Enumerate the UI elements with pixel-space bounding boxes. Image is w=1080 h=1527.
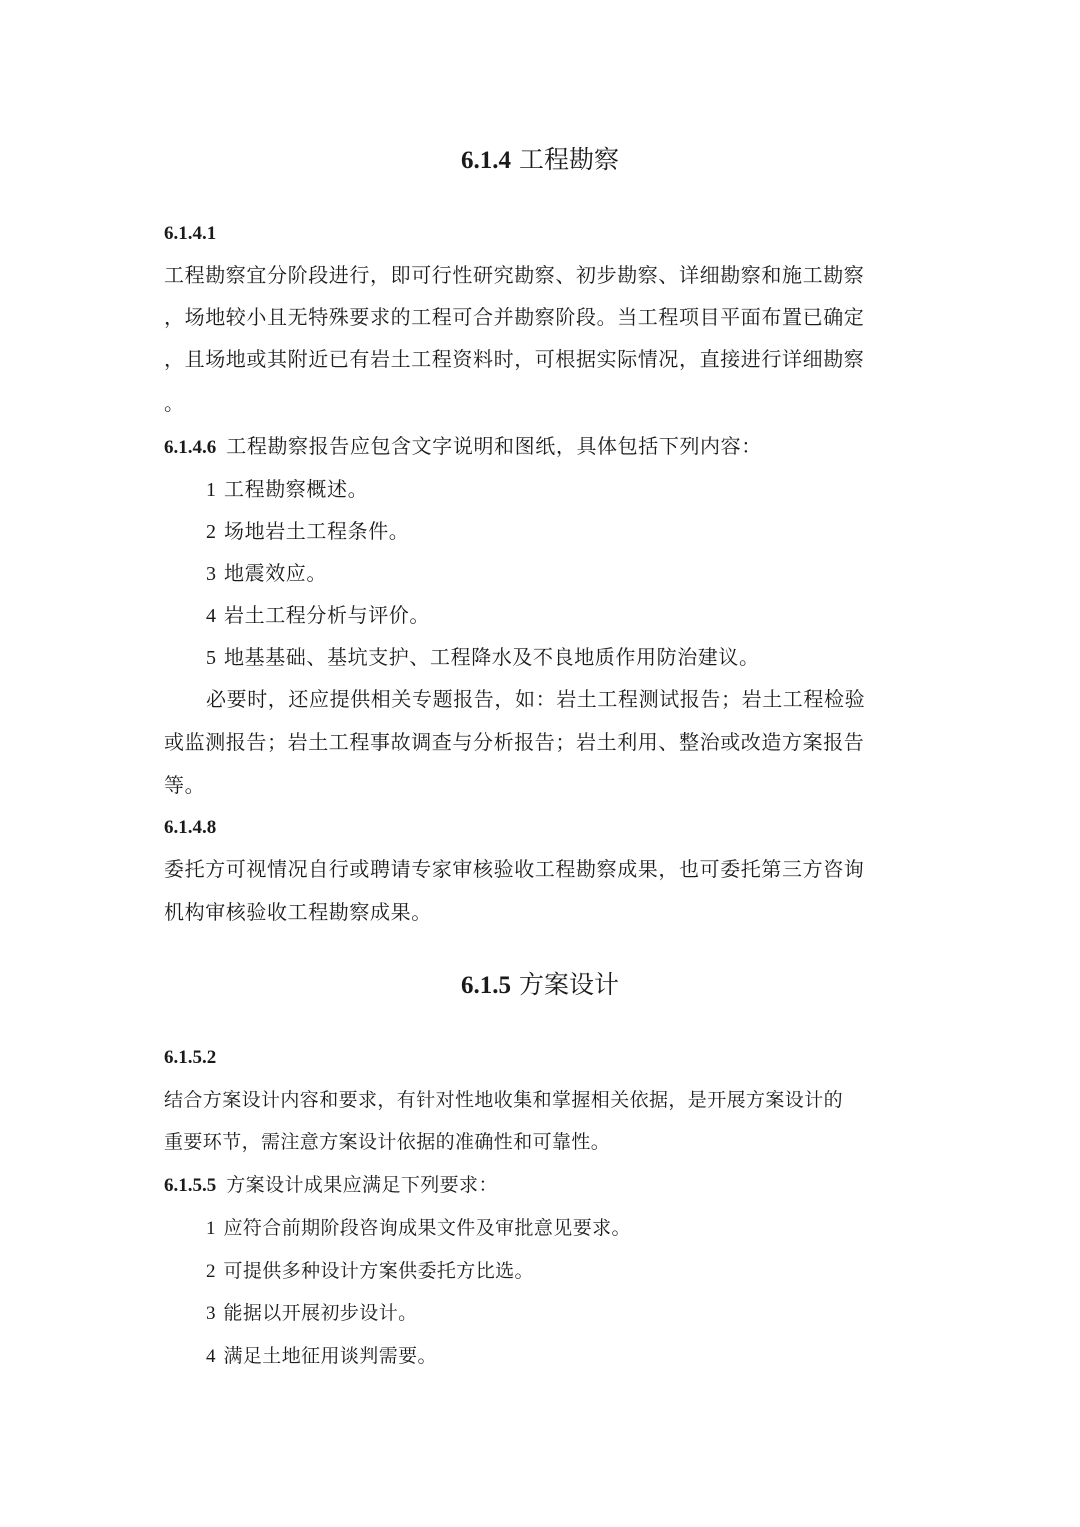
list-item-number: 4	[206, 605, 216, 627]
paragraph-line: 机构审核验收工程勘察成果。	[164, 900, 432, 924]
paragraph-line: ，场地较小且无特殊要求的工程可合并勘察阶段。当工程项目平面布置已确定	[164, 305, 865, 329]
list-item-text: 地震效应。	[224, 561, 327, 585]
list-item-text: 场地岩土工程条件。	[224, 519, 410, 543]
section-heading-614	[0, 145, 1080, 176]
list-item-text: 地基基础、基坑支护、工程降水及不良地质作用防治建议。	[224, 645, 760, 669]
paragraph-line: ，且场地或其附近已有岩土工程资料时，可根据实际情况，直接进行详细勘察	[164, 347, 865, 371]
list-item	[206, 560, 327, 587]
list-item-text: 能据以开展初步设计。	[223, 1302, 418, 1324]
section-number: 6.1.4	[461, 147, 512, 174]
paragraph-line: 工程勘察宜分阶段进行，即可行性研究勘察、初步勘察、详细勘察和施工勘察	[164, 263, 865, 287]
list-item	[206, 518, 409, 545]
list-item-number: 2	[206, 1261, 216, 1282]
clause-6155-intro-line	[164, 1172, 498, 1199]
list-item-text: 满足土地征用谈判需要。	[223, 1345, 437, 1367]
list-item-number: 1	[206, 1218, 216, 1239]
list-item	[206, 1258, 534, 1285]
list-item-number: 3	[206, 1303, 216, 1324]
list-item-number: 2	[206, 521, 216, 543]
paragraph-line: 。	[164, 391, 185, 415]
list-item	[206, 1300, 418, 1327]
clause-number-6146: 6.1.4.6	[164, 437, 217, 458]
paragraph-line: 委托方可视情况自行或聘请专家审核验收工程勘察成果，也可委托第三方咨询	[164, 857, 865, 881]
clause-intro: 工程勘察报告应包含文字说明和图纸，具体包括下列内容：	[226, 434, 762, 458]
list-item-text: 工程勘察概述。	[224, 477, 369, 501]
list-item-number: 3	[206, 563, 216, 585]
list-item	[206, 1215, 631, 1242]
section-title: 方案设计	[518, 970, 619, 999]
clause-number-6152: 6.1.5.2	[164, 1047, 217, 1068]
clause-6146-intro-line	[164, 433, 762, 461]
list-item-text: 可提供多种设计方案供委托方比选。	[223, 1260, 534, 1282]
list-item	[206, 602, 430, 629]
clause-number-6141: 6.1.4.1	[164, 223, 217, 244]
list-item	[206, 644, 760, 671]
note-line: 必要时，还应提供相关专题报告，如：岩土工程测试报告；岩土工程检验	[206, 687, 866, 711]
section-title: 工程勘察	[518, 145, 619, 174]
list-item-number: 5	[206, 647, 216, 669]
paragraph-line: 重要环节，需注意方案设计依据的准确性和可靠性。	[164, 1131, 611, 1153]
section-heading-615	[0, 970, 1080, 1001]
section-number: 6.1.5	[461, 972, 512, 999]
note-line: 或监测报告；岩土工程事故调查与分析报告；岩土利用、整治或改造方案报告	[164, 730, 865, 754]
list-item-text: 应符合前期阶段咨询成果文件及审批意见要求。	[223, 1217, 631, 1239]
clause-intro: 方案设计成果应满足下列要求：	[226, 1174, 498, 1196]
list-item-number: 1	[206, 479, 216, 501]
clause-number-6155: 6.1.5.5	[164, 1175, 217, 1196]
note-line: 等。	[164, 773, 206, 797]
list-item	[206, 1343, 437, 1370]
paragraph-line: 结合方案设计内容和要求，有针对性地收集和掌握相关依据，是开展方案设计的	[164, 1089, 844, 1111]
list-item-text: 岩土工程分析与评价。	[224, 603, 430, 627]
clause-number-6148: 6.1.4.8	[164, 817, 217, 838]
list-item	[206, 476, 368, 503]
list-item-number: 4	[206, 1346, 216, 1367]
